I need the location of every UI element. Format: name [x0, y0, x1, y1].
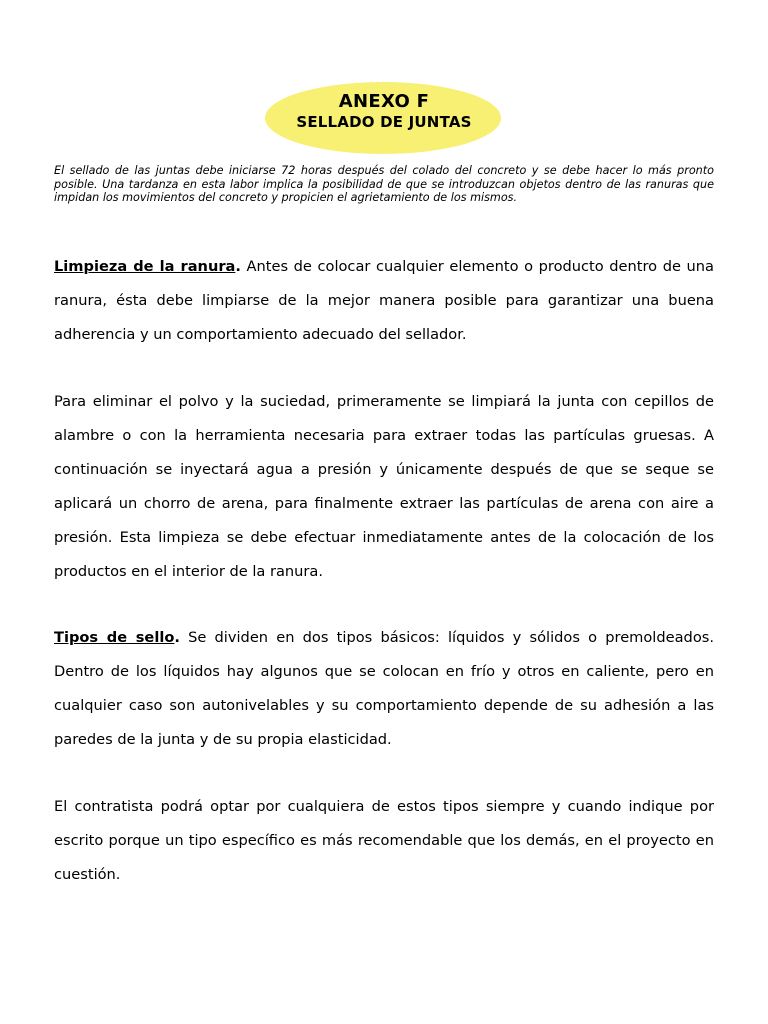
intro-paragraph: El sellado de las juntas debe iniciarse 72 horas después del colado del concreto y se debe hacer lo más pronto posible. Una tardanza en esta labor implica la posibilidad de que se introduzcan objetos dentro de las ranuras que impidan los movimientos del concreto y propicien el agrietamiento de los mismos.: [54, 164, 714, 204]
annex-title: ANEXO F: [338, 91, 430, 112]
section-tipos-paragraph: [54, 621, 714, 757]
contractor-paragraph: El contratista podrá optar por cualquiera de estos tipos siempre y cuando indique por escrito porque un tipo específico es más recomendable que los demás, en el proyecto en cuestión.: [54, 798, 714, 883]
section-limpieza-paragraph: [54, 250, 714, 352]
annex-subtitle: SELLADO DE JUNTAS: [296, 113, 472, 131]
section-heading-limpieza: Limpieza de la ranura: [54, 258, 236, 275]
section-heading-limpieza-punct: .: [235, 258, 241, 275]
section-heading-tipos: Tipos de sello: [54, 629, 175, 646]
section-limpieza-text: Antes de colocar cualquier elemento o producto dentro de una ranura, ésta debe limpiarse de la mejor manera posible para garantizar una buena adherencia y un comportamiento adecuado del sellador.: [54, 258, 714, 343]
section-heading-tipos-punct: .: [174, 629, 180, 646]
cleaning-procedure-paragraph: Para eliminar el polvo y la suciedad, primeramente se limpiará la junta con cepillos de alambre o con la herramienta necesaria para extraer todas las partículas gruesas. A continuación se inyectará agua a presión y únicamente después de que se seque se aplicará un chorro de arena, para finalmente extraer las partículas de arena con aire a presión. Esta limpieza se debe efectuar inmediatamente antes de la colocación de los productos en el interior de la ranura.: [54, 393, 714, 580]
section-tipos-text: Se dividen en dos tipos básicos: líquidos y sólidos o premoldeados. Dentro de los líquidos hay algunos que se colocan en frío y otros en caliente, pero en cualquier caso son autonivelables y su comportamiento depende de su adhesión a las paredes de la junta y de su propia elasticidad.: [54, 629, 714, 748]
